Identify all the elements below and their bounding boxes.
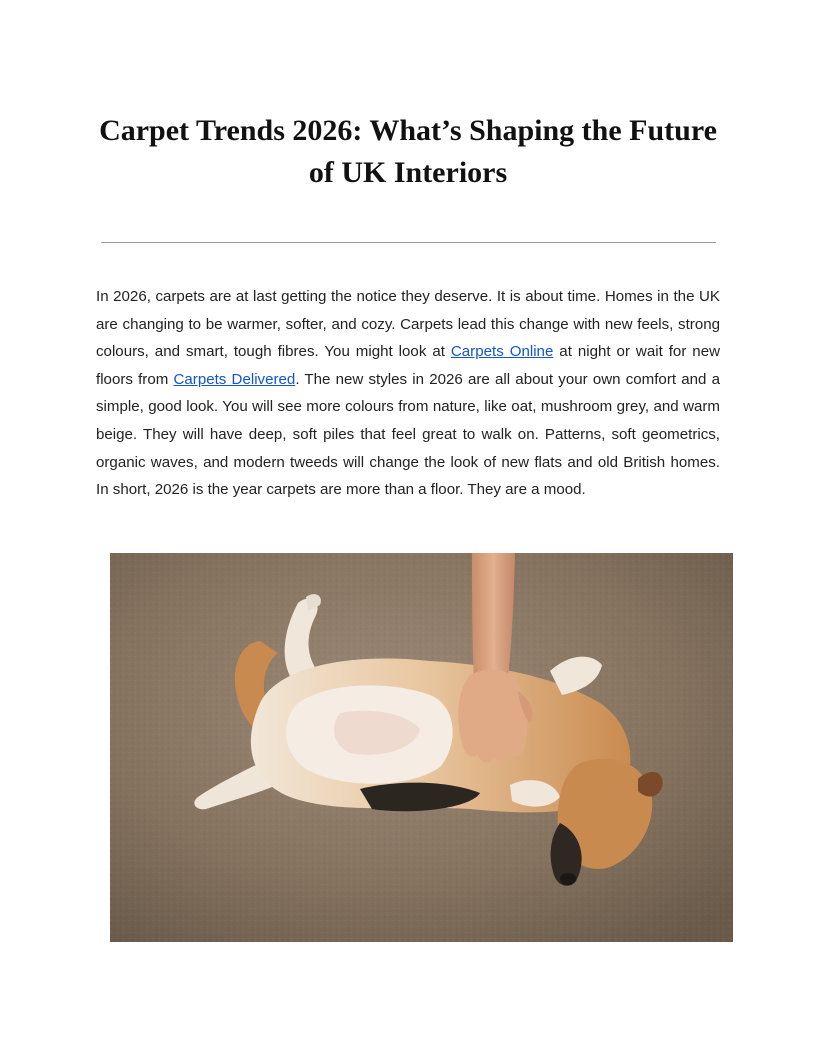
- horizontal-divider: [101, 242, 716, 243]
- carpets-delivered-link[interactable]: Carpets Delivered: [173, 370, 296, 388]
- dog-on-carpet-photo: [110, 553, 733, 942]
- page-title: Carpet Trends 2026: What’s Shaping the Future of UK Interiors: [99, 114, 717, 189]
- carpets-online-link[interactable]: Carpets Online: [450, 343, 554, 361]
- intro-text-part-2: at night or wait for new floors from: [96, 343, 720, 388]
- intro-text-part-1: In 2026, carpets are at last getting the notice they deserve. It is about time. Homes in the UK are changing to be warmer, softer, and cozy. Carpets lead this change with new feels, strong colours, and smart, tough fibres. You might look at: [96, 288, 720, 361]
- intro-text-part-3: . The new styles in 2026 are all about your own comfort and a simple, good look. You will see more colours from nature, like oat, mushroom grey, and warm beige. They will have deep, soft piles that feel great to walk on. Patterns, soft geometrics, organic waves, and modern tweeds will change the look of new flats and old British homes. In short, 2026 is the year carpets are more than a floor. They are a mood.: [96, 370, 721, 499]
- intro-paragraph: [96, 283, 720, 504]
